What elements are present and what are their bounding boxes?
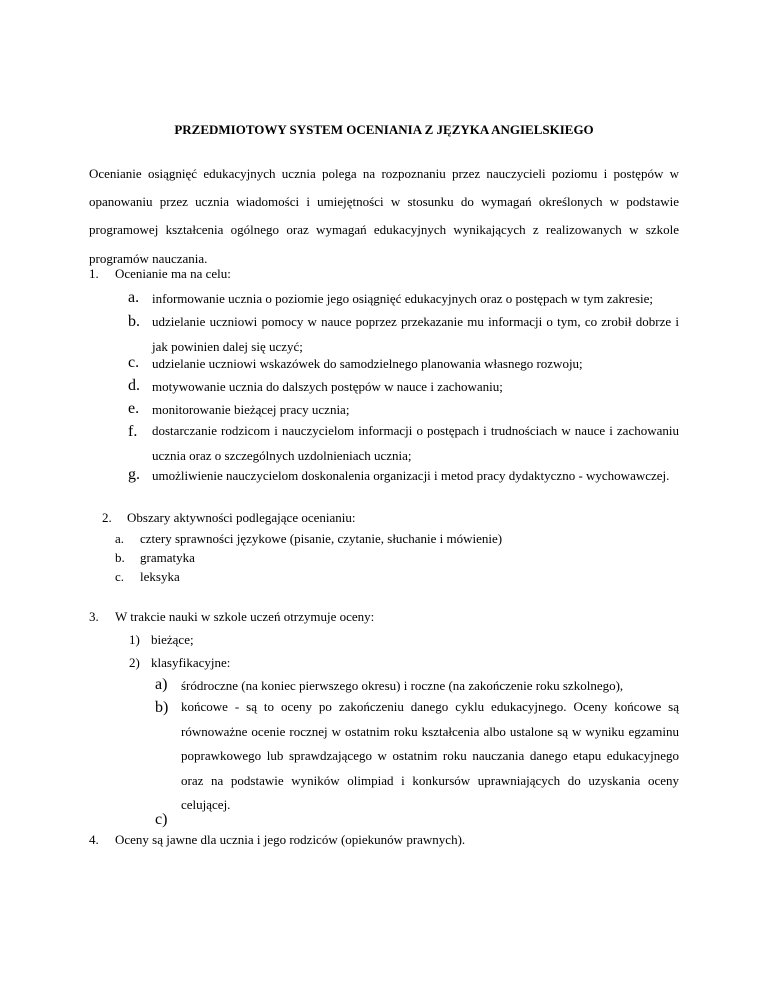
section-3-heading: W trakcie nauki w szkole uczeń otrzymuje oceny: [115, 609, 375, 624]
s1-marker-c: c. [128, 354, 140, 371]
s2-item-a: cztery sprawności językowe (pisanie, czytanie, słuchanie i mówienie) [140, 531, 503, 546]
s3-marker-2: 2) [129, 655, 140, 670]
s1-marker-b: b. [128, 313, 140, 330]
s3-sub-b: końcowe - są to oceny po zakończeniu danego cyklu edukacyjnego. Oceny końcowe są równoważne ocenie rocznej w ostatnim roku kształcenia albo ustalone są w wyniku egzaminu poprawkowego lub sprawdzającego w ostatnim roku nauczania danego etapu edukacyjnego oraz na podstawie wyników olimpiad i konkursów uprawniających do uzyskania oceny celującej. [181, 699, 679, 812]
s2-marker-b: b. [115, 550, 125, 565]
s3-item-2: klasyfikacyjne: [151, 655, 231, 670]
s1-marker-a: a. [128, 289, 140, 306]
s2-marker-c: c. [115, 569, 125, 584]
s1-marker-f: f. [128, 423, 138, 440]
document-title: PRZEDMIOTOWY SYSTEM OCENIANIA Z JĘZYKA ANGIELSKIEGO [174, 122, 594, 137]
section-2-number: 2. [102, 510, 112, 525]
section-3-number: 3. [89, 609, 99, 624]
section-2-heading: Obszary aktywności podlegające ocenianiu: [127, 510, 356, 525]
section-1-number: 1. [89, 266, 99, 281]
s3-sub-marker-c: c) [155, 811, 168, 828]
s3-marker-1: 1) [129, 632, 140, 647]
s1-item-b: udzielanie uczniowi pomocy w nauce poprzez przekazanie mu informacji o tym, co zrobił dobrze i jak powinien dalej się uczyć; [152, 314, 679, 354]
s1-item-c: udzielanie uczniowi wskazówek do samodzielnego planowania własnego rozwoju; [152, 356, 583, 371]
s2-marker-a: a. [115, 531, 125, 546]
section-4-number: 4. [89, 832, 99, 847]
s1-marker-e: e. [128, 400, 140, 417]
section-1-heading: Ocenianie ma na celu: [115, 266, 231, 281]
s1-marker-d: d. [128, 377, 140, 394]
s1-item-a: informowanie ucznia o poziomie jego osiągnięć edukacyjnych oraz o postępach w tym zakresie; [152, 291, 654, 306]
s2-item-b: gramatyka [140, 550, 195, 565]
s3-item-1: bieżące; [151, 632, 194, 647]
section-4-text: Oceny są jawne dla ucznia i jego rodziców (opiekunów prawnych). [115, 832, 466, 847]
s2-item-c: leksyka [140, 569, 180, 584]
s1-item-f: dostarczanie rodzicom i nauczycielom informacji o postępach i trudnościach w nauce i zachowaniu ucznia oraz o szczególnych uzdolnieniach ucznia; [152, 423, 679, 463]
s3-sub-marker-a: a) [155, 676, 168, 693]
s3-sub-a: śródroczne (na koniec pierwszego okresu) i roczne (na zakończenie roku szkolnego), [181, 678, 624, 693]
s1-marker-g: g. [128, 466, 140, 483]
s3-sub-marker-b: b) [155, 699, 169, 716]
s1-item-e: monitorowanie bieżącej pracy ucznia; [152, 402, 350, 417]
s1-item-d: motywowanie ucznia do dalszych postępów w nauce i zachowaniu; [152, 379, 503, 394]
intro-paragraph: Ocenianie osiągnięć edukacyjnych ucznia polega na rozpoznaniu przez nauczycieli poziomu i postępów w opanowaniu przez ucznia wiadomości i umiejętności w stosunku do wymagań określonych w podstawie programowej kształcenia ogólnego oraz wymagań edukacyjnych wynikających z realizowanych w szkole programów nauczania. [89, 166, 679, 266]
s1-item-g: umożliwienie nauczycielom doskonalenia organizacji i metod pracy dydaktyczno - wychowawczej. [152, 468, 670, 483]
